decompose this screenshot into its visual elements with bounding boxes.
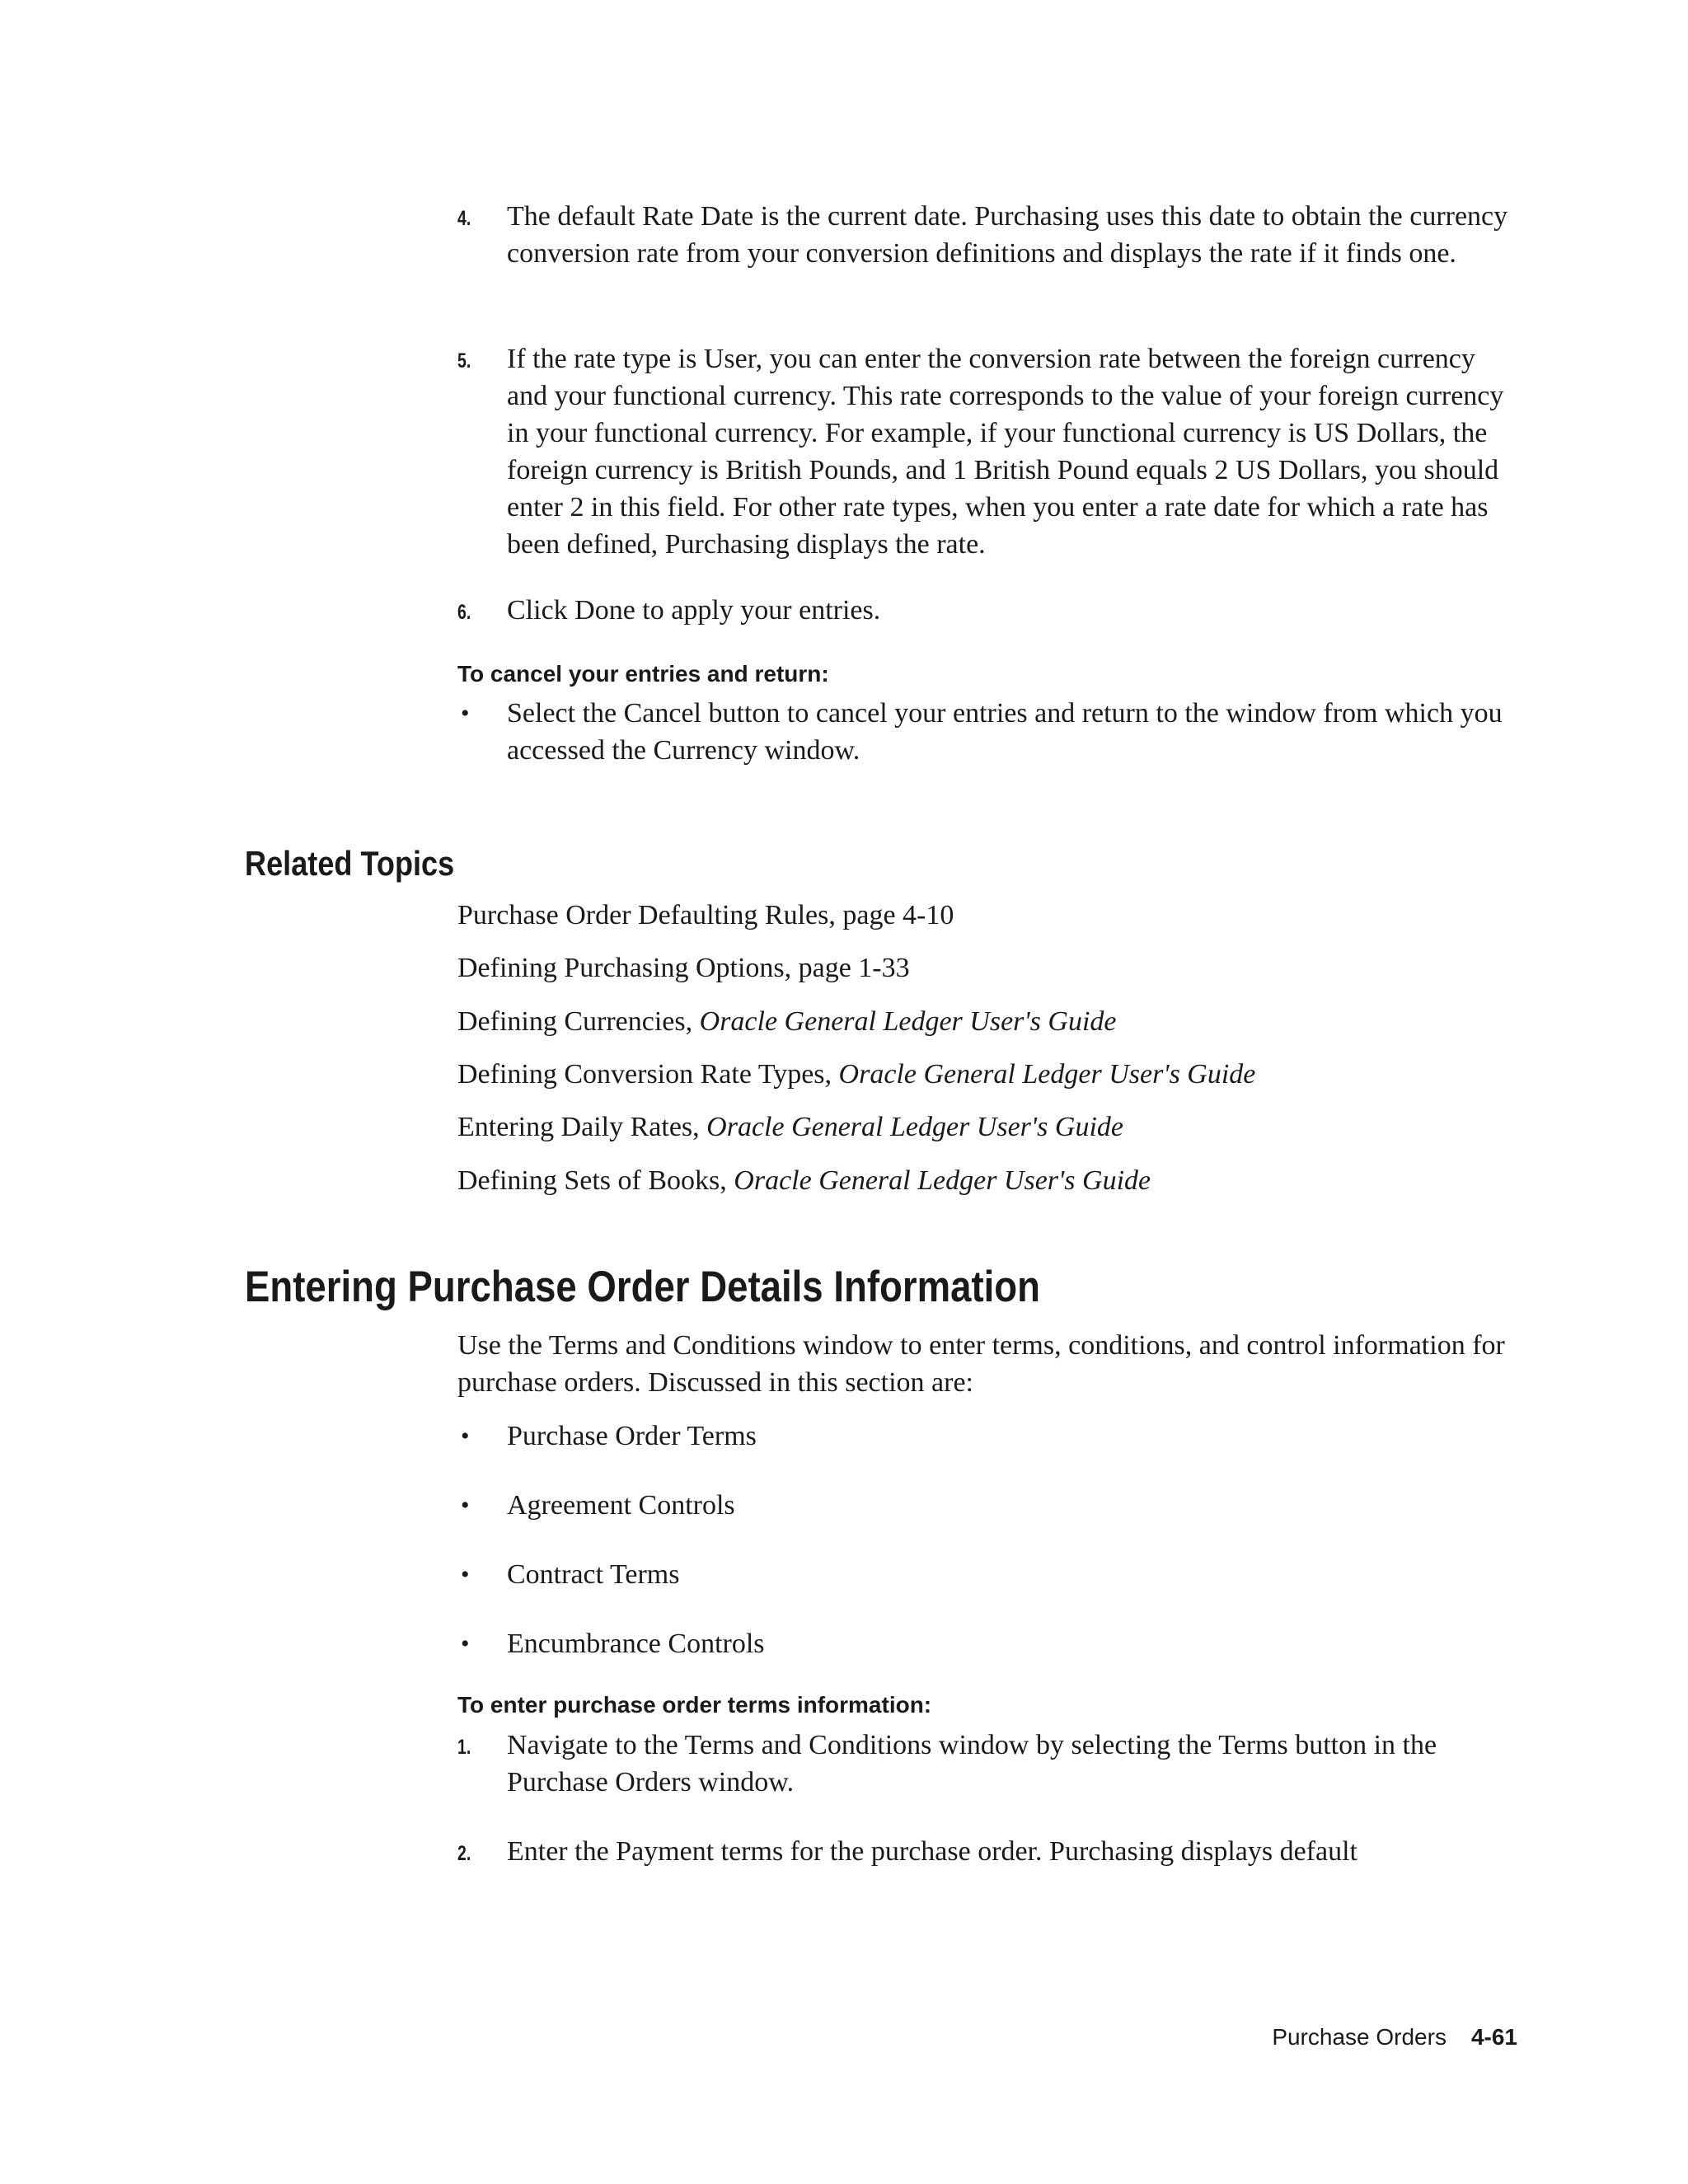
bullet-text: Encumbrance Controls bbox=[507, 1629, 765, 1659]
bullet-text: Contract Terms bbox=[507, 1559, 680, 1590]
step-text: Click Done to apply your entries. bbox=[507, 595, 881, 626]
related-topic-text: Defining Purchasing Options, page 1-33 bbox=[457, 953, 910, 983]
related-topic-text: Defining Conversion Rate Types, bbox=[457, 1059, 839, 1090]
related-topic-item[interactable] bbox=[457, 898, 954, 933]
step-number: 6. bbox=[457, 601, 471, 624]
related-topic-guide: Oracle General Ledger User's Guide bbox=[734, 1165, 1151, 1196]
related-topic-text: Entering Daily Rates, bbox=[457, 1112, 707, 1142]
bullet-icon: • bbox=[461, 1422, 470, 1450]
step-number: 5. bbox=[457, 349, 471, 373]
terms-subheading: To enter purchase order terms information: bbox=[457, 1692, 932, 1718]
step-number: 4. bbox=[457, 207, 471, 230]
cancel-bullet bbox=[457, 695, 1521, 769]
step-6 bbox=[457, 592, 1521, 629]
related-topic-item[interactable] bbox=[457, 1110, 1123, 1145]
section-bullet bbox=[457, 1625, 1521, 1662]
step-text: Enter the Payment terms for the purchase order. Purchasing displays default bbox=[507, 1836, 1357, 1867]
footer-chapter: Purchase Orders bbox=[1272, 2024, 1447, 2050]
related-topic-text: Defining Currencies, bbox=[457, 1006, 700, 1037]
section-heading: Entering Purchase Order Details Information bbox=[245, 1263, 1041, 1311]
related-topics-heading: Related Topics bbox=[245, 844, 455, 883]
related-topic-guide: Oracle General Ledger User's Guide bbox=[699, 1006, 1117, 1037]
bullet-icon: • bbox=[461, 1492, 470, 1519]
related-topic-item[interactable] bbox=[457, 1005, 1117, 1039]
step-4 bbox=[457, 198, 1521, 272]
related-topic-item[interactable] bbox=[457, 1057, 1255, 1092]
related-topic-text: Purchase Order Defaulting Rules, page 4-10 bbox=[457, 900, 954, 930]
related-topic-text: Defining Sets of Books, bbox=[457, 1165, 734, 1196]
page-number: 4-61 bbox=[1470, 2024, 1517, 2050]
step-text: If the rate type is User, you can enter the conversion rate between the foreign currency and your functional currency. This rate corresponds to the value of your foreign currency in your functional currency. For example, if your functional currency is US Dollars, the foreign currency is British Pounds, and 1 British Pound equals 2 US Dollars, you should enter 2 in this field. For other rate types, when you enter a rate date for which a rate has been defined, Purchasing displays the rate. bbox=[507, 344, 1504, 560]
bullet-text: Select the Cancel button to cancel your entries and return to the window from which you accessed the Currency window. bbox=[507, 698, 1503, 766]
step-1 bbox=[457, 1727, 1521, 1801]
related-topic-guide: Oracle General Ledger User's Guide bbox=[706, 1112, 1124, 1142]
step-number: 2. bbox=[457, 1842, 471, 1865]
bullet-text: Agreement Controls bbox=[507, 1490, 735, 1521]
bullet-icon: • bbox=[461, 700, 470, 727]
cancel-heading: To cancel your entries and return: bbox=[457, 661, 829, 687]
related-topic-guide: Oracle General Ledger User's Guide bbox=[838, 1059, 1256, 1090]
section-bullet bbox=[457, 1556, 1521, 1593]
related-topic-item[interactable] bbox=[457, 1164, 1151, 1198]
bullet-icon: • bbox=[461, 1561, 470, 1588]
related-topic-item[interactable] bbox=[457, 951, 910, 986]
bullet-text: Purchase Order Terms bbox=[507, 1421, 757, 1451]
section-intro: Use the Terms and Conditions window to enter terms, conditions, and control information for purchase orders. Discussed in this section are: bbox=[457, 1330, 1505, 1398]
bullet-icon: • bbox=[461, 1630, 470, 1657]
section-bullet bbox=[457, 1487, 1521, 1524]
section-bullet bbox=[457, 1418, 1521, 1455]
page-footer bbox=[1272, 2023, 1517, 2051]
step-text: The default Rate Date is the current date. Purchasing uses this date to obtain the currency conversion rate from your conversion definitions and displays the rate if it finds one. bbox=[507, 201, 1508, 269]
step-5 bbox=[457, 340, 1521, 563]
step-2 bbox=[457, 1833, 1521, 1870]
step-text: Navigate to the Terms and Conditions window by selecting the Terms button in the Purchase Orders window. bbox=[507, 1730, 1437, 1797]
step-number: 1. bbox=[457, 1736, 471, 1759]
